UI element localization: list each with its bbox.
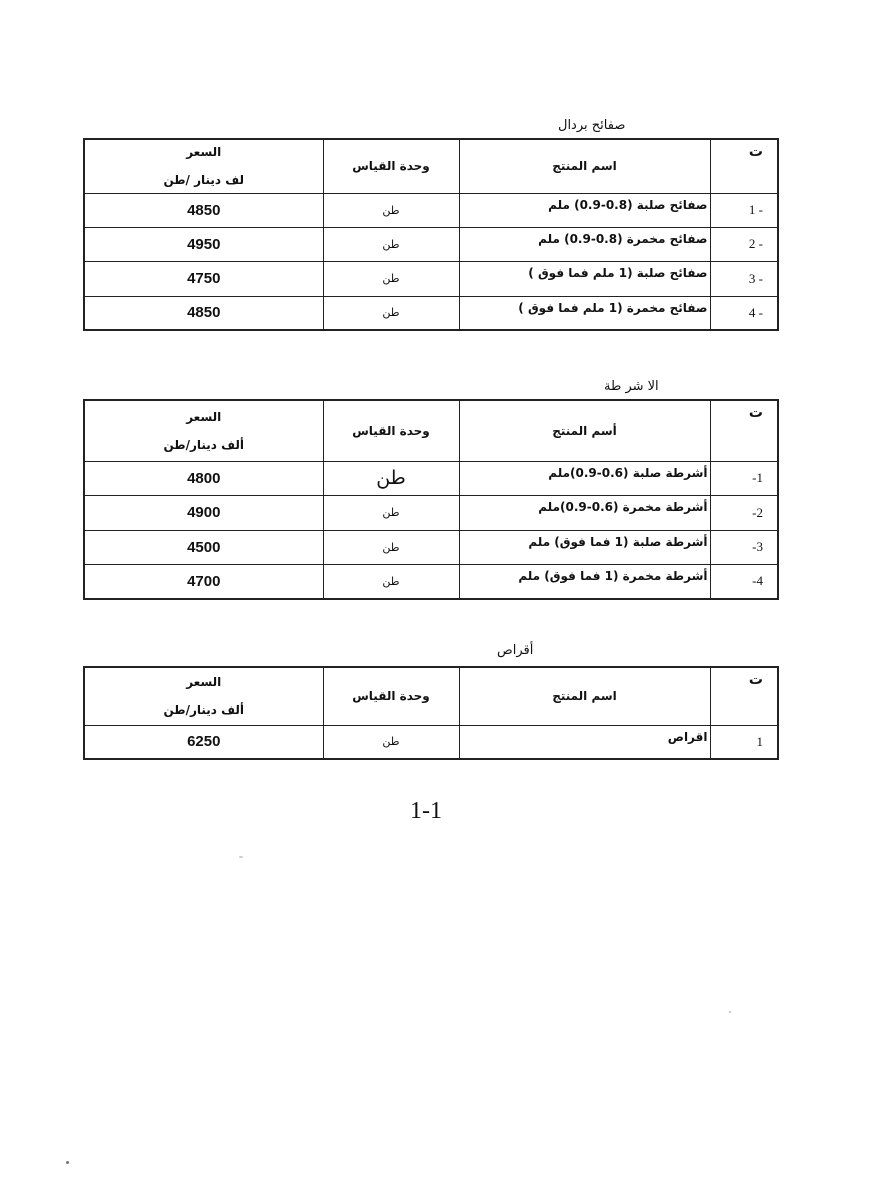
table-row (84, 261, 778, 296)
unit-cell: طن (323, 495, 459, 530)
unit-cell: طن (323, 227, 459, 261)
table-row (84, 461, 778, 495)
price-column-header (84, 139, 323, 193)
price-cell: 4850 (84, 296, 323, 330)
seq-cell: -2 (710, 495, 778, 530)
price-cell: 6250 (84, 725, 323, 759)
price-cell: 4900 (84, 495, 323, 530)
name-column-header: اسم المنتج (459, 667, 710, 725)
product-name-cell: اقراص (459, 725, 710, 759)
section-title-strips: الا شر طة (604, 379, 659, 394)
product-name-cell: صفائح مخمرة (1 ملم فما فوق ) (459, 296, 710, 330)
product-name-cell: أشرطة مخمرة (0.6-0.9)ملم (459, 495, 710, 530)
seq-cell: -4 (710, 564, 778, 599)
price-cell: 4800 (84, 461, 323, 495)
price-cell: 4850 (84, 193, 323, 227)
price-column-header (84, 400, 323, 461)
price-unit-label: لف دينار /طن (163, 173, 245, 188)
name-column-header: أسم المنتج (459, 400, 710, 461)
table-row (84, 227, 778, 261)
price-cell: 4700 (84, 564, 323, 599)
unit-cell: طن (323, 296, 459, 330)
unit-cell: طن (323, 261, 459, 296)
unit-cell: طن (323, 193, 459, 227)
unit-cell: طن (323, 564, 459, 599)
product-name-cell: أشرطة صلبة (1 فما فوق) ملم (459, 530, 710, 564)
price-unit-label: ألف دينار/طن (163, 437, 245, 452)
price-label: السعر (186, 409, 222, 424)
name-column-header: اسم المنتج (459, 139, 710, 193)
price-unit-label: ألف دينار/طن (163, 703, 245, 718)
price-table-discs (83, 666, 779, 760)
product-name-cell: أشرطة صلبة (0.6-0.9)ملم (459, 461, 710, 495)
section-title-discs: أقراص (497, 643, 534, 658)
table-row (84, 564, 778, 599)
unit-cell: طن (323, 725, 459, 759)
table-row (84, 530, 778, 564)
seq-cell: 4 - (710, 296, 778, 330)
seq-cell: -3 (710, 530, 778, 564)
table-row (84, 725, 778, 759)
price-cell: 4500 (84, 530, 323, 564)
section-title-sheets: صفائح بردال (558, 118, 626, 133)
product-name-cell: أشرطة مخمرة (1 فما فوق) ملم (459, 564, 710, 599)
scan-speck (239, 856, 243, 858)
seq-column-header: ت (710, 400, 778, 461)
seq-cell: 2 - (710, 227, 778, 261)
table-header-row (84, 400, 778, 461)
unit-cell: طن (323, 530, 459, 564)
table-header-row (84, 667, 778, 725)
price-table-sheets (83, 138, 779, 331)
price-cell: 4950 (84, 227, 323, 261)
table-header-row (84, 139, 778, 193)
unit-cell: طن (323, 461, 459, 495)
unit-column-header: وحدة القياس (323, 400, 459, 461)
product-name-cell: صفائح صلبة (0.8-0.9) ملم (459, 193, 710, 227)
page-number: 1-1 (410, 798, 442, 824)
seq-cell: 3 - (710, 261, 778, 296)
seq-column-header: ت (710, 667, 778, 725)
table-row (84, 495, 778, 530)
unit-column-header: وحدة القياس (323, 667, 459, 725)
seq-cell: 1 - (710, 193, 778, 227)
seq-cell: -1 (710, 461, 778, 495)
price-cell: 4750 (84, 261, 323, 296)
table-row (84, 193, 778, 227)
unit-column-header: وحدة القياس (323, 139, 459, 193)
seq-column-header: ت (710, 139, 778, 193)
price-label: السعر (186, 675, 222, 690)
product-name-cell: صفائح مخمرة (0.8-0.9) ملم (459, 227, 710, 261)
scan-speck (66, 1161, 69, 1164)
product-name-cell: صفائح صلبة (1 ملم فما فوق ) (459, 261, 710, 296)
price-column-header (84, 667, 323, 725)
table-row (84, 296, 778, 330)
price-label: السعر (186, 145, 222, 160)
seq-cell: 1 (710, 725, 778, 759)
price-table-strips (83, 399, 779, 600)
scan-speck (729, 1011, 731, 1013)
